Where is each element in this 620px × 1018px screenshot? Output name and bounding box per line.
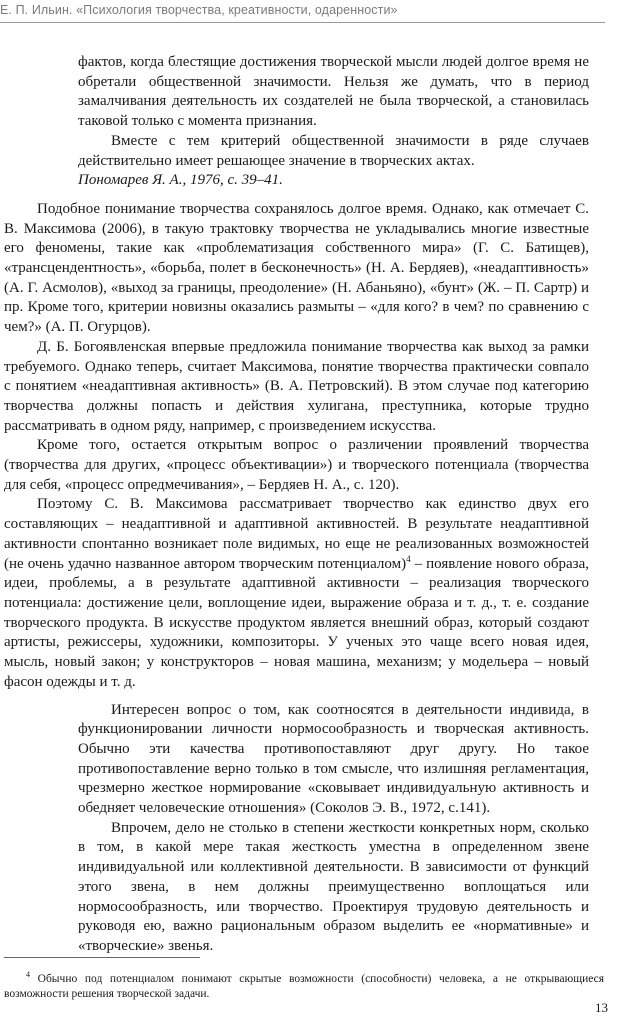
footnote xyxy=(4,972,604,1001)
quote-citation: Пономарев Я. А., 1976, с. 39–41. xyxy=(78,172,283,189)
header-divider xyxy=(0,22,605,23)
quote-block-2 xyxy=(78,701,589,957)
quote-paragraph: Интересен вопрос о том, как соотносятся в деятельности индивида, в функционировании личности нормосообразность и творческая активность. Обычно эти качества противопоставляют друг другу. Но такое противопоставление верно только в том смысле, что излишняя регламентация, чрезмерно жесткое нормирование «сковывает индивидуальную активность и обедняет человеческие отношения» (Соколов Э. В., 1972, с.141). xyxy=(78,701,589,817)
quote-paragraph: Вместе с тем критерий общественной значимости в ряде случаев действительно имеет решающее значение в творческих актах. xyxy=(78,132,589,169)
quote-block-1 xyxy=(78,53,589,191)
page-number: 13 xyxy=(595,1000,608,1015)
body-paragraph-with-footnote xyxy=(4,495,589,692)
running-head: Е. П. Ильин. «Психология творчества, креативности, одаренности» xyxy=(0,3,398,17)
footnote-divider xyxy=(4,957,200,958)
paragraph-text: Поэтому С. В. Максимова рассматривает творчество как единство двух его составляющих – неадаптивной и адаптивной активностей. В результате неадаптивной активности спонтанно возникает поле видимых, но еще не реализованных возможностей (не очень удачно названное автором творческим потенциалом) xyxy=(4,496,589,572)
quote-paragraph: Впрочем, дело не столько в степени жесткости конкретных норм, сколько в том, в какой мере такая жесткость уместна в определенном звене индивидуальной или коллективной деятельности. В зависимости от функций этого звена, в нем должны преимущественно воплощаться или нормосообразность, или творчество. Проектируя трудовую деятельность и руководя ею, важно рациональным образом выделить ее «нормативные» и «творческие» звенья. xyxy=(78,819,589,954)
paragraph-text: – появление нового образа, идеи, проблемы, а в результате адаптивной активности – реализация творческого потенциала: достижение цели, воплощение идеи, выражение образа и т. д., т. е. создание творческого продукта. В искусстве продуктом является внешний образ, который создают артисты, режиссеры, художники, композиторы. У ученых это чаще всего новая идея, мысль, новый закон; у конструкторов – новая машина, механизм; у модельера – новый фасон одежды и т. д. xyxy=(4,555,589,690)
body-paragraph: Подобное понимание творчества сохранялось долгое время. Однако, как отмечает С. В. Максимова (2006), в такую трактовку творчества не укладывались многие известные его феномены, такие как «проблематизация собственного мира» (Г. С. Батищев), «трансцендентность», «борьба, полет в бесконечность» (Н. А. Бердяев), «неадаптивность» (А. Г. Асмолов), «выход за границы, преодоление» (Н. Абаньяно), «бунт» (Ж. – П. Сартр) и пр. Кроме того, критерии новизны оказались размыты – «для кого? в чем? по сравнению с чем?» (А. П. Огурцов). xyxy=(4,200,589,336)
quote-paragraph: фактов, когда блестящие достижения творческой мысли людей долгое время не обретали общественной значимости. Нельзя же думать, что в период замалчивания деятельность их создателей не была творческой, а становилась таковой только с момента признания. xyxy=(78,54,589,130)
footnote-text: Обычно под потенциалом понимают скрытые возможности (способности) человека, а не открывающиеся возможности решения творческой задачи. xyxy=(4,973,605,1000)
footnote-number: 4 xyxy=(26,970,30,980)
footnote-reference[interactable]: 4 xyxy=(406,553,411,564)
body-paragraph: Д. Б. Богоявленская впервые предложила понимание творчества как выход за рамки требуемого. Однако теперь, считает Максимова, понятие творчества практически совпало с понятием «неадаптивная активность» (В. А. Петровский). В этом случае под категорию творчества должны попасть и действия хулигана, преступника, которые трудно рассматривать в одном ряду, например, с произведением искусства. xyxy=(4,338,589,434)
page-body xyxy=(4,53,589,957)
body-paragraph: Кроме того, остается открытым вопрос о различении проявлений творчества (творчества для других, «процесс объективации») и творческого потенциала (творчества для себя, «процесс опредмечивания», – Бердяев Н. А., с. 120). xyxy=(4,437,589,493)
